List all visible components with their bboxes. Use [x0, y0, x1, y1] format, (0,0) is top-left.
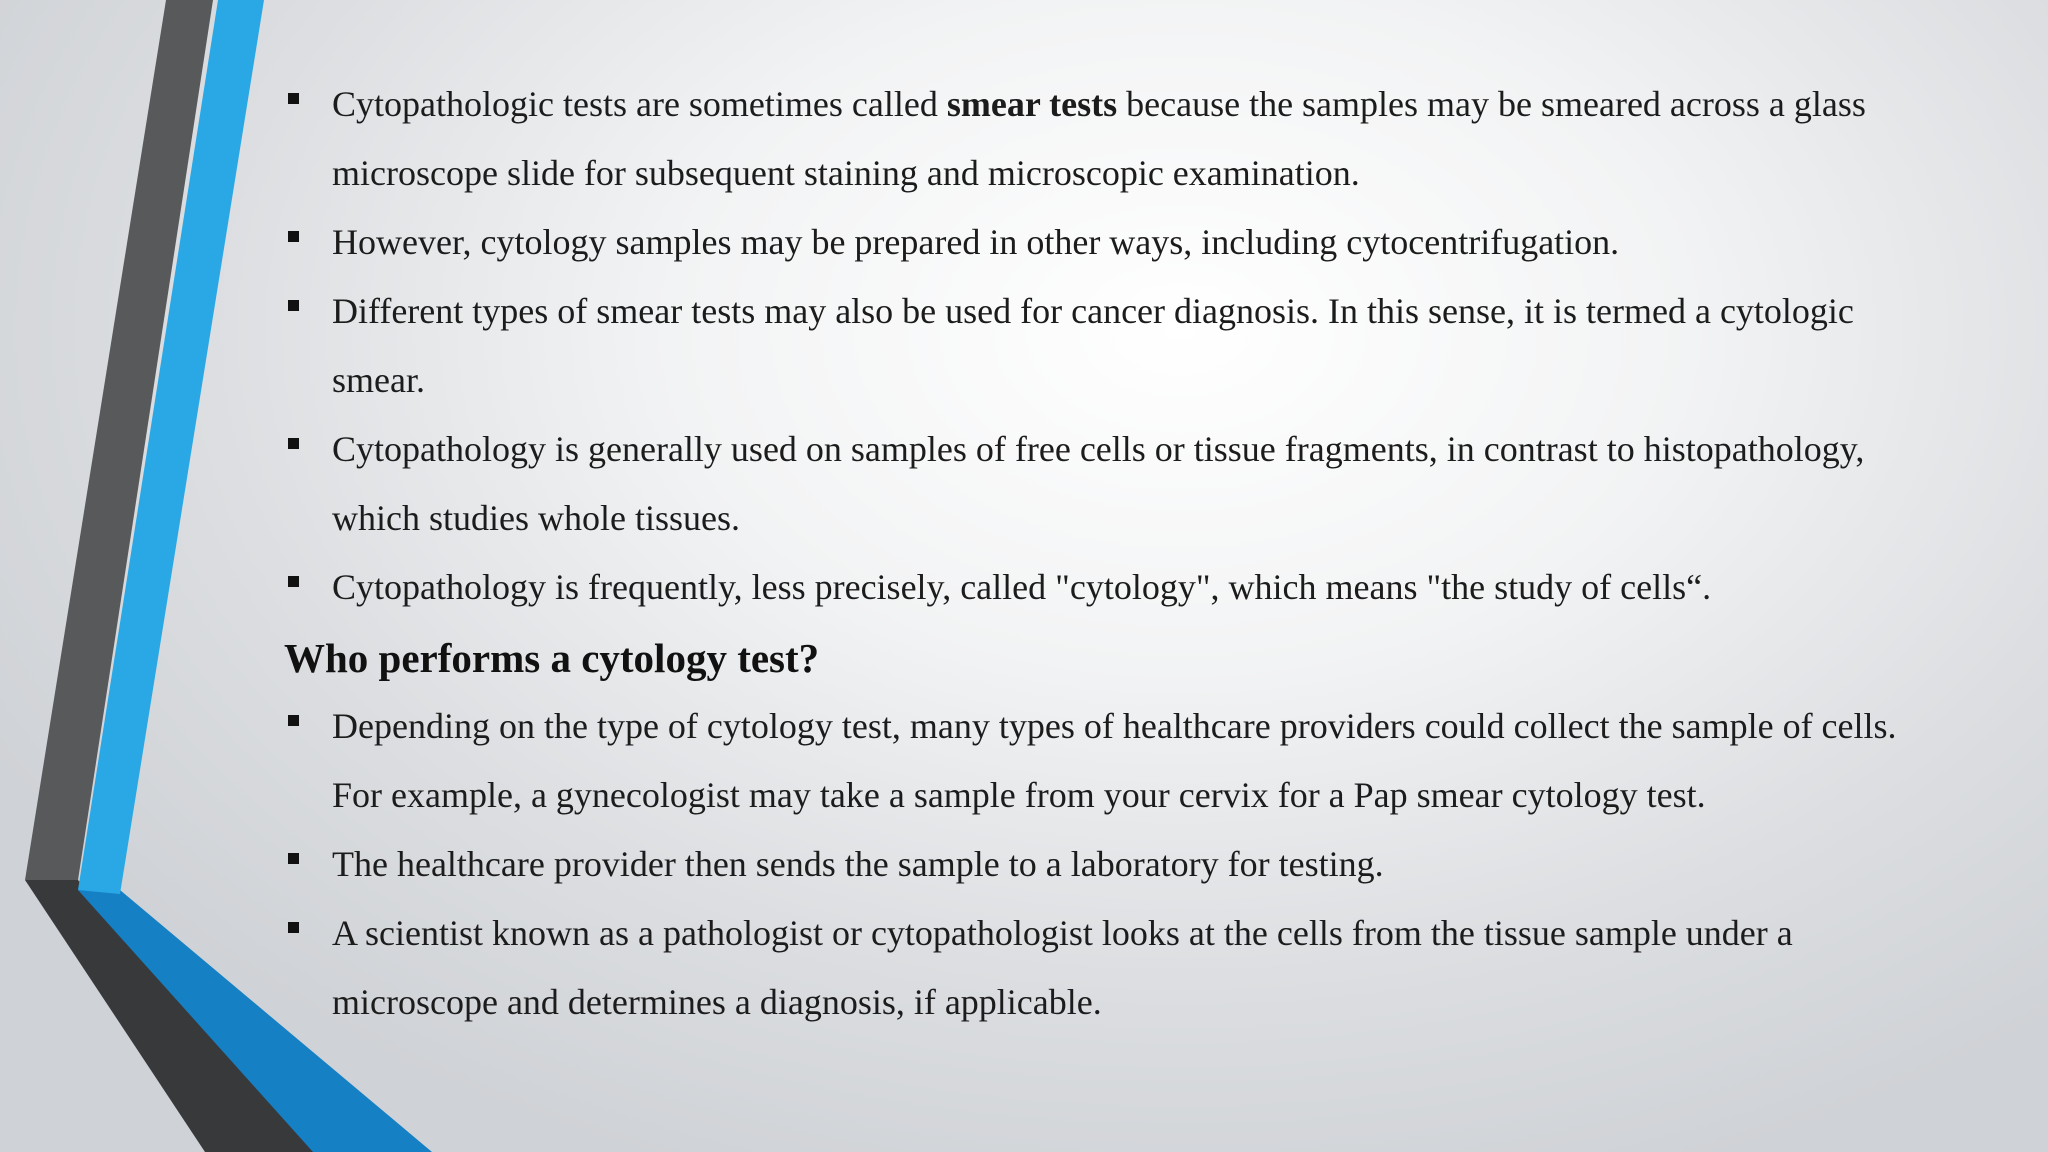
- bullet-item: [284, 415, 1924, 553]
- bullet-item: [284, 692, 1924, 830]
- slide-content: [284, 70, 1924, 1037]
- bullet-text: Cytopathology is generally used on samples of free cells or tissue fragments, in contrast to histopathology, which studies whole tissues.: [332, 429, 1865, 538]
- bullet-item: [284, 70, 1924, 208]
- bullet-text: Depending on the type of cytology test, many types of healthcare providers could collect the sample of cells. For example, a gynecologist may take a sample from your cervix for a Pap smear cytology test.: [332, 706, 1897, 815]
- bullet-item: [284, 553, 1924, 622]
- bullet-text: The healthcare provider then sends the sample to a laboratory for testing.: [332, 844, 1384, 884]
- bullet-list-section-1: [284, 70, 1924, 622]
- dark-lower-stripe: [25, 880, 320, 1152]
- bullet-text-end: because the samples may be smeared across a glass microscope slide for subsequent staining and microscopic examination.: [332, 84, 1866, 193]
- bold-term-smear-tests: smear tests: [946, 84, 1118, 124]
- bullet-item: [284, 899, 1924, 1037]
- bullet-text-start: Cytopathologic tests are sometimes called: [332, 84, 947, 124]
- bullet-item: [284, 830, 1924, 899]
- bullet-item: [284, 208, 1924, 277]
- bullet-text: However, cytology samples may be prepared in other ways, including cytocentrifugation.: [332, 222, 1620, 262]
- section-heading: Who performs a cytology test?: [284, 635, 820, 681]
- bullet-text: A scientist known as a pathologist or cytopathologist looks at the cells from the tissue sample under a microscope and determines a diagnosis, if applicable.: [332, 913, 1793, 1022]
- bullet-item: [284, 277, 1924, 415]
- bullet-text: Cytopathology is frequently, less precisely, called "cytology", which means "the study of cells“.: [332, 567, 1712, 607]
- bullet-list-section-2: [284, 692, 1924, 1037]
- bullet-text: Different types of smear tests may also be used for cancer diagnosis. In this sense, it is termed a cytologic smear.: [332, 291, 1854, 400]
